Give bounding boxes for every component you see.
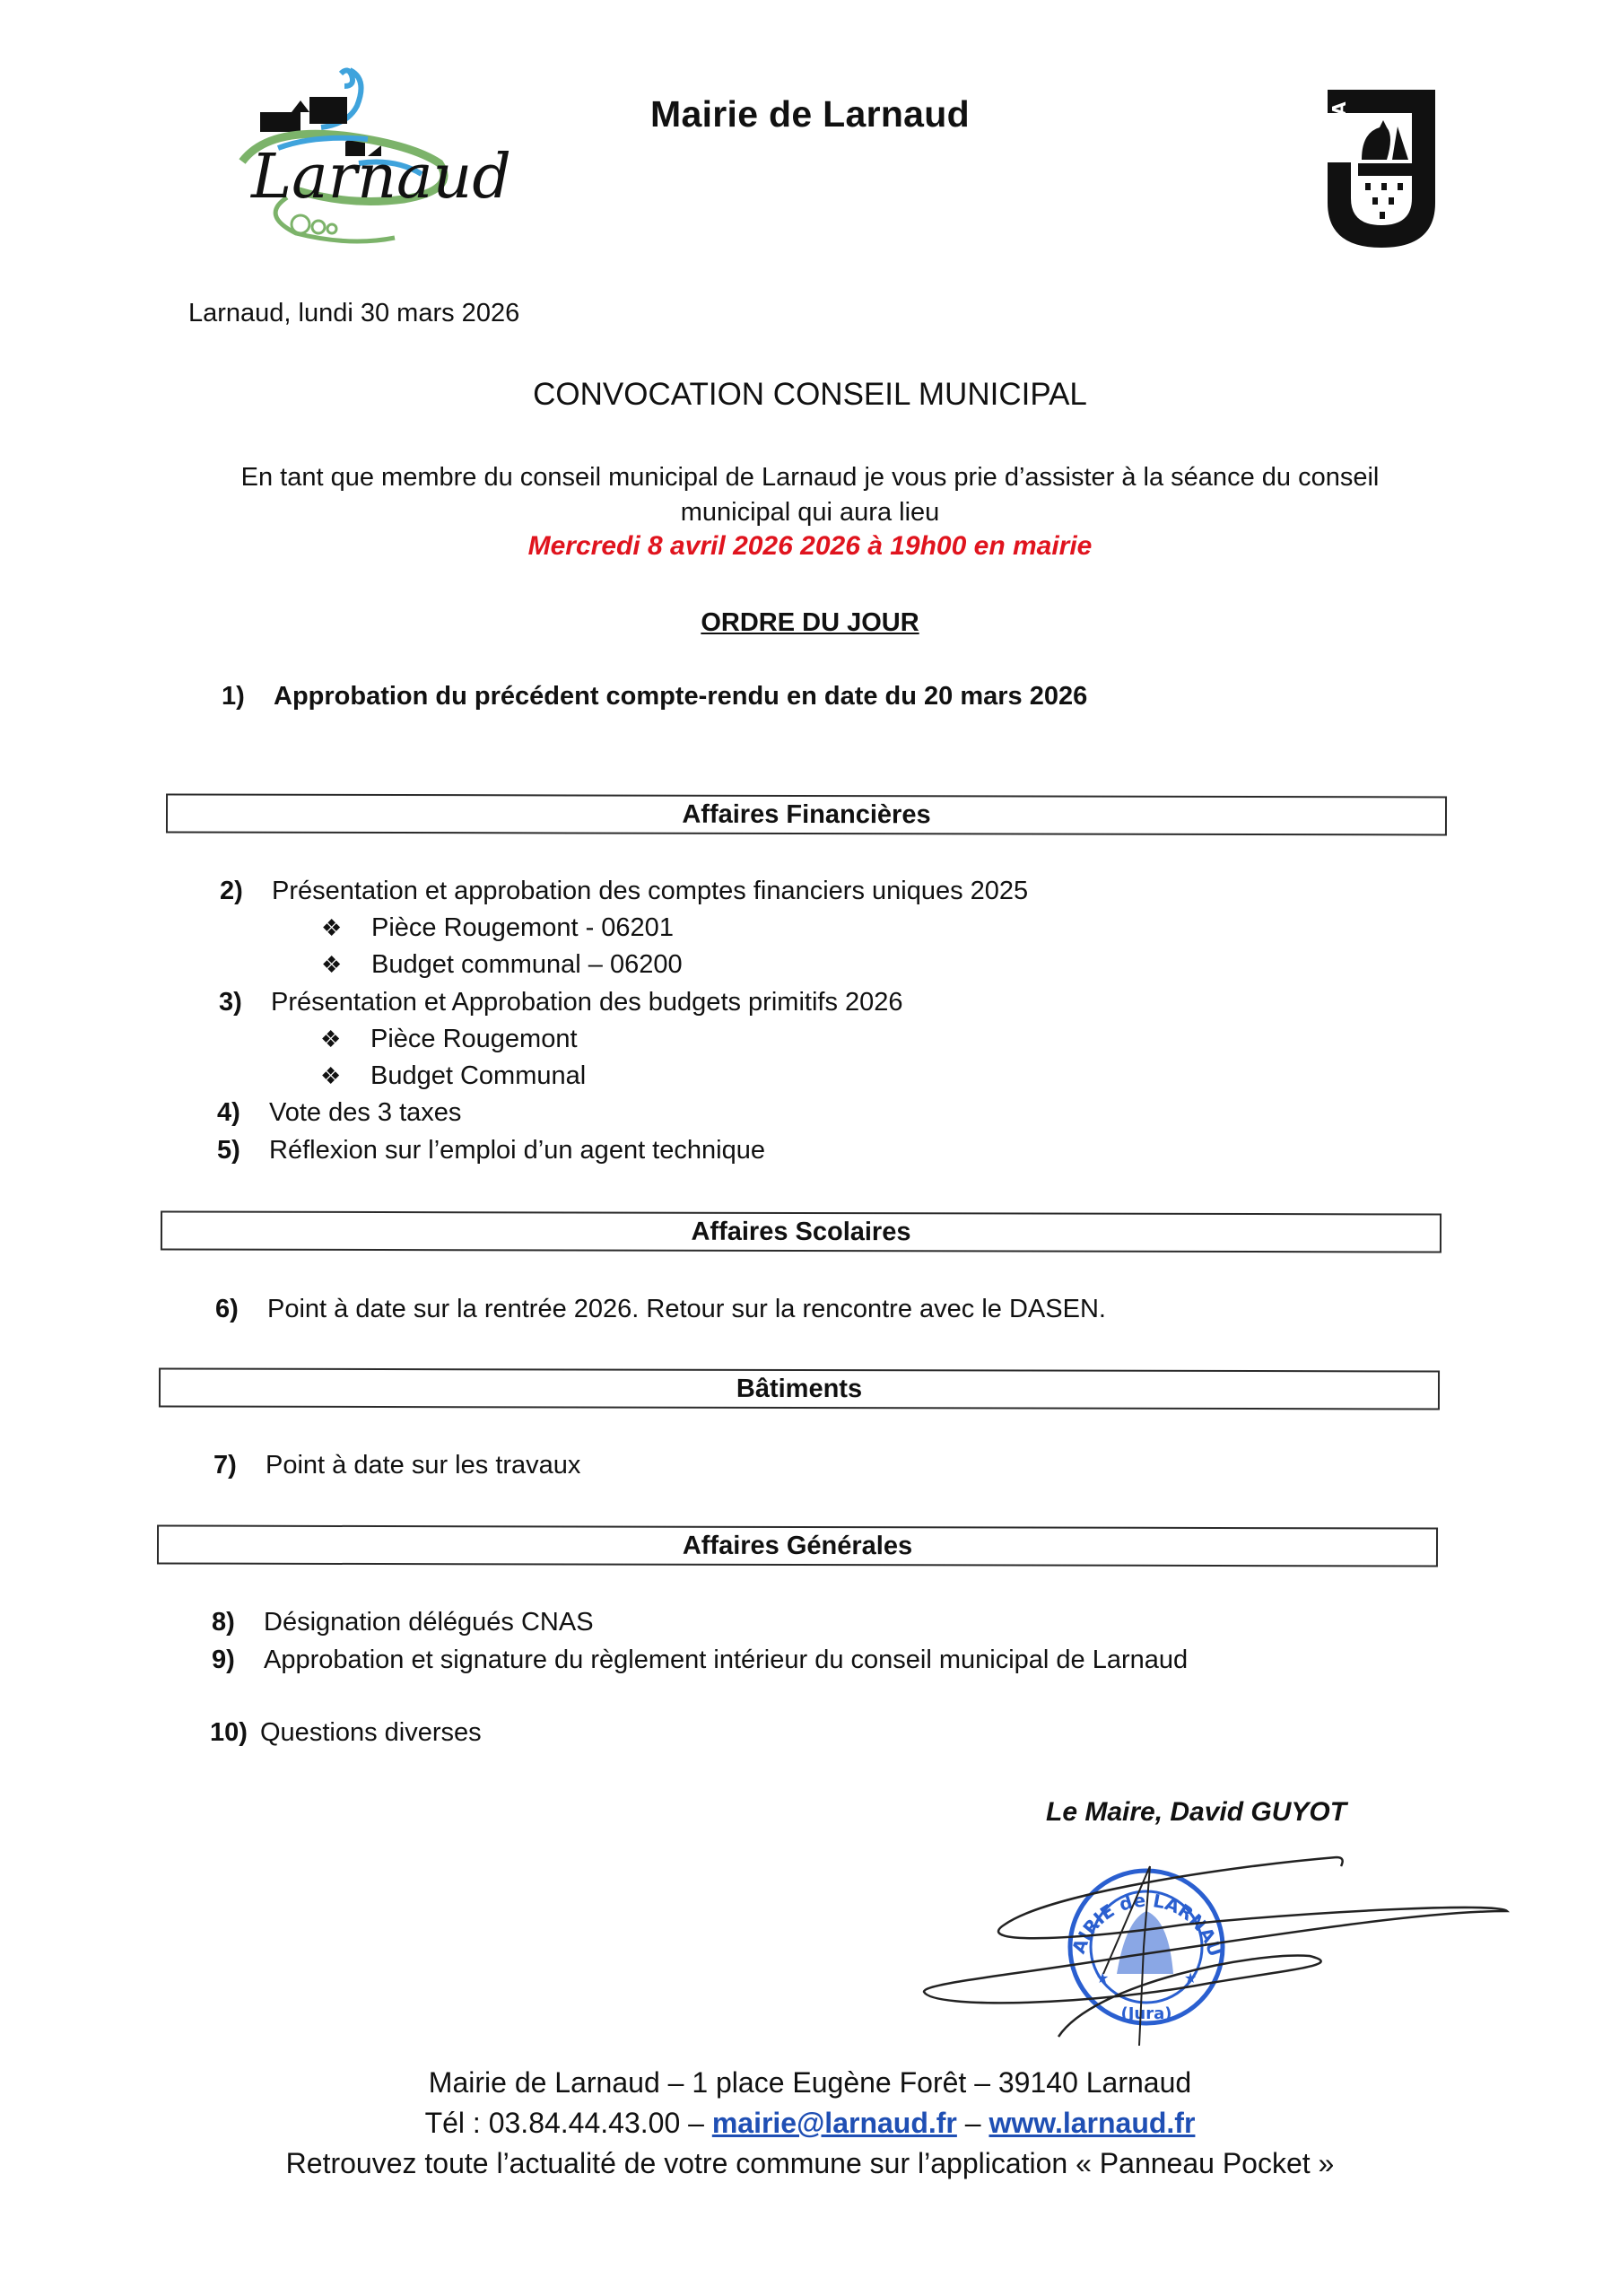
section-header-scolaires — [161, 1211, 1441, 1253]
agenda-item-4 — [217, 1098, 461, 1128]
agenda-item-number: 4) — [217, 1098, 240, 1127]
agenda-item-text: Approbation et signature du règlement intérieur du conseil municipal de Larnaud — [264, 1646, 1189, 1674]
footer-app-line: Retrouvez toute l’actualité de votre commune sur l’application « Panneau Pocket » — [285, 2147, 1335, 2179]
website-link[interactable]: www.larnaud.fr — [989, 2107, 1196, 2139]
svg-text:(Jura): (Jura) — [1120, 2004, 1172, 2023]
agenda-item-number: 10) — [210, 1718, 248, 1747]
agenda-subitem — [321, 913, 674, 943]
subitem-text: Pièce Rougemont — [370, 1025, 578, 1053]
agenda-item-text: Point à date sur la rentrée 2026. Retour sur la rencontre avec le DASEN. — [267, 1295, 1106, 1323]
intro-line-1: En tant que membre du conseil municipal de Larnaud je vous prie d’assister à la séance du conseil — [240, 463, 1380, 492]
larnaud-logo-icon — [224, 63, 511, 247]
section-title: Bâtiments — [736, 1374, 863, 1403]
agenda-subitem — [320, 1025, 578, 1054]
section-header-finances — [166, 794, 1447, 836]
section-title: Affaires Financières — [682, 799, 931, 829]
email-link[interactable]: mairie@larnaud.fr — [711, 2107, 957, 2139]
mairie-title: Mairie de Larnaud — [650, 93, 970, 135]
agenda-item-number: 1) — [222, 682, 245, 711]
section-title: Affaires Générales — [682, 1531, 913, 1560]
agenda-item-number: 7) — [213, 1451, 237, 1480]
jura-shield-icon — [1326, 86, 1460, 252]
intro-paragraph — [179, 460, 1441, 530]
subitem-text: Budget communal – 06200 — [371, 950, 683, 979]
agenda-item-text: Vote des 3 taxes — [269, 1098, 462, 1127]
intro-line-2: municipal qui aura lieu — [680, 498, 940, 527]
agenda-item-3 — [219, 988, 903, 1017]
agenda-item-number: 3) — [219, 988, 242, 1017]
agenda-item-number: 2) — [220, 877, 243, 905]
agenda-item-6 — [215, 1295, 1106, 1324]
signature-icon — [915, 1839, 1525, 2055]
diamond-bullet-icon: ❖ — [320, 1062, 342, 1089]
svg-text:Larnaud: Larnaud — [251, 142, 511, 213]
section-title: Affaires Scolaires — [691, 1217, 911, 1246]
agenda-item-9 — [212, 1646, 1188, 1675]
signature-and-stamp — [915, 1839, 1525, 2055]
footer-contact — [0, 2107, 1620, 2140]
diamond-bullet-icon: ❖ — [321, 951, 343, 978]
agenda-title: ORDRE DU JOUR — [701, 608, 919, 637]
agenda-item-number: 5) — [217, 1136, 240, 1165]
agenda-item-text: Présentation et approbation des comptes financiers uniques 2025 — [272, 877, 1029, 905]
jura-coat-of-arms — [1326, 86, 1460, 252]
agenda-item-text: Présentation et Approbation des budgets primitifs 2026 — [271, 988, 903, 1017]
agenda-item-number: 8) — [212, 1608, 235, 1637]
section-header-batiments — [159, 1368, 1440, 1410]
diamond-bullet-icon: ❖ — [320, 1026, 342, 1052]
agenda-item-8 — [212, 1608, 594, 1637]
agenda-item-5 — [217, 1136, 765, 1165]
svg-text:MAIRIE de LARNAUD: AIRIE de LARNAU — [1067, 1889, 1226, 1960]
agenda-item-10 — [210, 1718, 482, 1748]
agenda-item-number: 9) — [212, 1646, 235, 1674]
agenda-subitem — [320, 1061, 586, 1091]
agenda-item-text: Réflexion sur l’emploi d’un agent technique — [269, 1136, 765, 1165]
agenda-item-text: Point à date sur les travaux — [266, 1451, 581, 1480]
agenda-item-text: Questions diverses — [260, 1718, 482, 1747]
agenda-item-text: Désignation délégués CNAS — [264, 1608, 594, 1637]
footer-address: Mairie de Larnaud – 1 place Eugène Forêt – 39140 Larnaud — [428, 2066, 1192, 2099]
agenda-item-1 — [222, 682, 1087, 711]
agenda-item-text: Approbation du précédent compte-rendu en date du 20 mars 2026 — [274, 682, 1088, 711]
document-title: CONVOCATION CONSEIL MUNICIPAL — [533, 377, 1087, 412]
place-and-date: Larnaud, lundi 30 mars 2026 — [188, 299, 520, 327]
agenda-item-number: 6) — [215, 1295, 239, 1323]
agenda-item-7 — [213, 1451, 580, 1480]
meeting-date: Mercredi 8 avril 2026 2026 à 19h00 en mairie — [527, 531, 1093, 561]
section-header-generales — [157, 1525, 1438, 1567]
agenda-item-2 — [220, 877, 1028, 906]
svg-text:JURA: JURA — [1328, 101, 1350, 151]
footer-separator: – — [956, 2107, 989, 2139]
subitem-text: Budget Communal — [370, 1061, 587, 1090]
agenda-subitem — [321, 950, 683, 980]
mayor-name: Le Maire, David GUYOT — [1046, 1797, 1347, 1827]
larnaud-logo — [224, 63, 511, 247]
svg-text:★: ★ — [1184, 1971, 1198, 1986]
mairie-stamp-icon — [915, 1839, 1226, 2023]
subitem-text: Pièce Rougemont - 06201 — [371, 913, 674, 942]
footer-phone: Tél : 03.84.44.43.00 – — [424, 2107, 712, 2139]
diamond-bullet-icon: ❖ — [321, 914, 343, 941]
svg-text:★: ★ — [1096, 1971, 1110, 1986]
